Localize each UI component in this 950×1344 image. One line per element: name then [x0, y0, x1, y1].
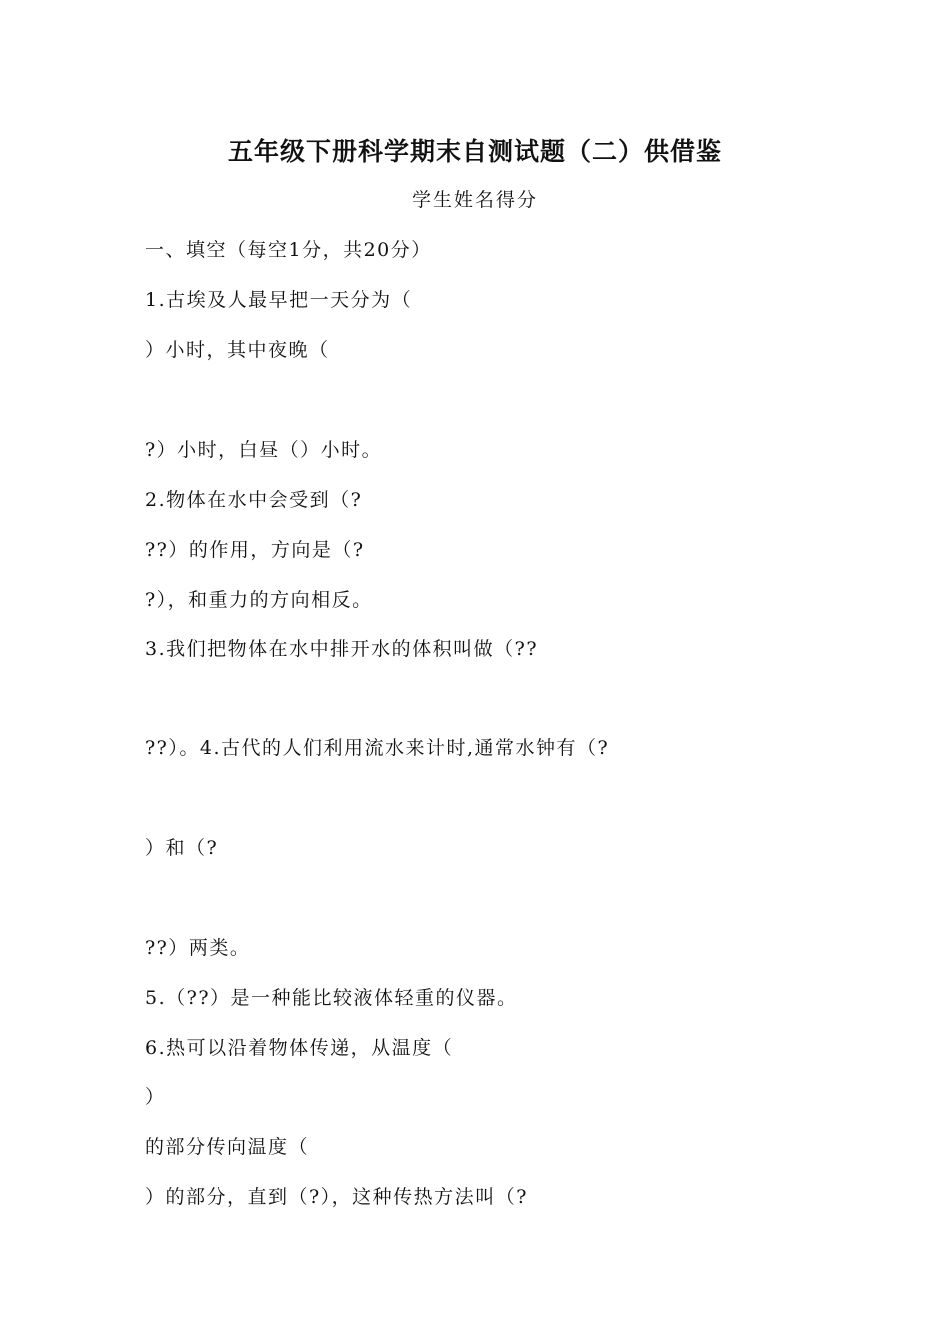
question-4-line-2: ）和（? — [145, 837, 219, 859]
question-4-line-3: ??）两类。 — [145, 937, 251, 959]
question-3-line-1: 3.我们把物体在水中排开水的体积叫做（?? — [145, 638, 539, 660]
question-1-line-1: 1.古埃及人最早把一天分为（ — [145, 289, 413, 311]
question-2-line-2: ??）的作用，方向是（? — [145, 539, 365, 561]
question-6-line-1: 6.热可以沿着物体传递，从温度（ — [145, 1037, 454, 1059]
student-name-score-line: 学生姓名得分 — [411, 189, 538, 211]
section-heading-fill-blank: 一、填空（每空1分，共20分） — [145, 239, 432, 261]
question-1-line-3: ?）小时，白昼（）小时。 — [145, 439, 383, 461]
question-6-line-2: ） — [145, 1086, 166, 1108]
question-6-line-4: ）的部分，直到（?），这种传热方法叫（? — [145, 1186, 528, 1208]
document-title: 五年级下册科学期末自测试题（二）供借鉴 — [227, 137, 722, 166]
question-6-line-3: 的部分传向温度（ — [145, 1136, 310, 1158]
question-2-line-3: ?），和重力的方向相反。 — [145, 589, 373, 611]
question-3-4-line: ??）。4.古代的人们利用流水来计时,通常水钟有（? — [145, 737, 610, 759]
question-1-line-2: ）小时，其中夜晚（ — [145, 339, 330, 361]
question-5-line: 5.（??）是一种能比较液体轻重的仪器。 — [145, 987, 518, 1009]
question-2-line-1: 2.物体在水中会受到（? — [145, 489, 363, 511]
